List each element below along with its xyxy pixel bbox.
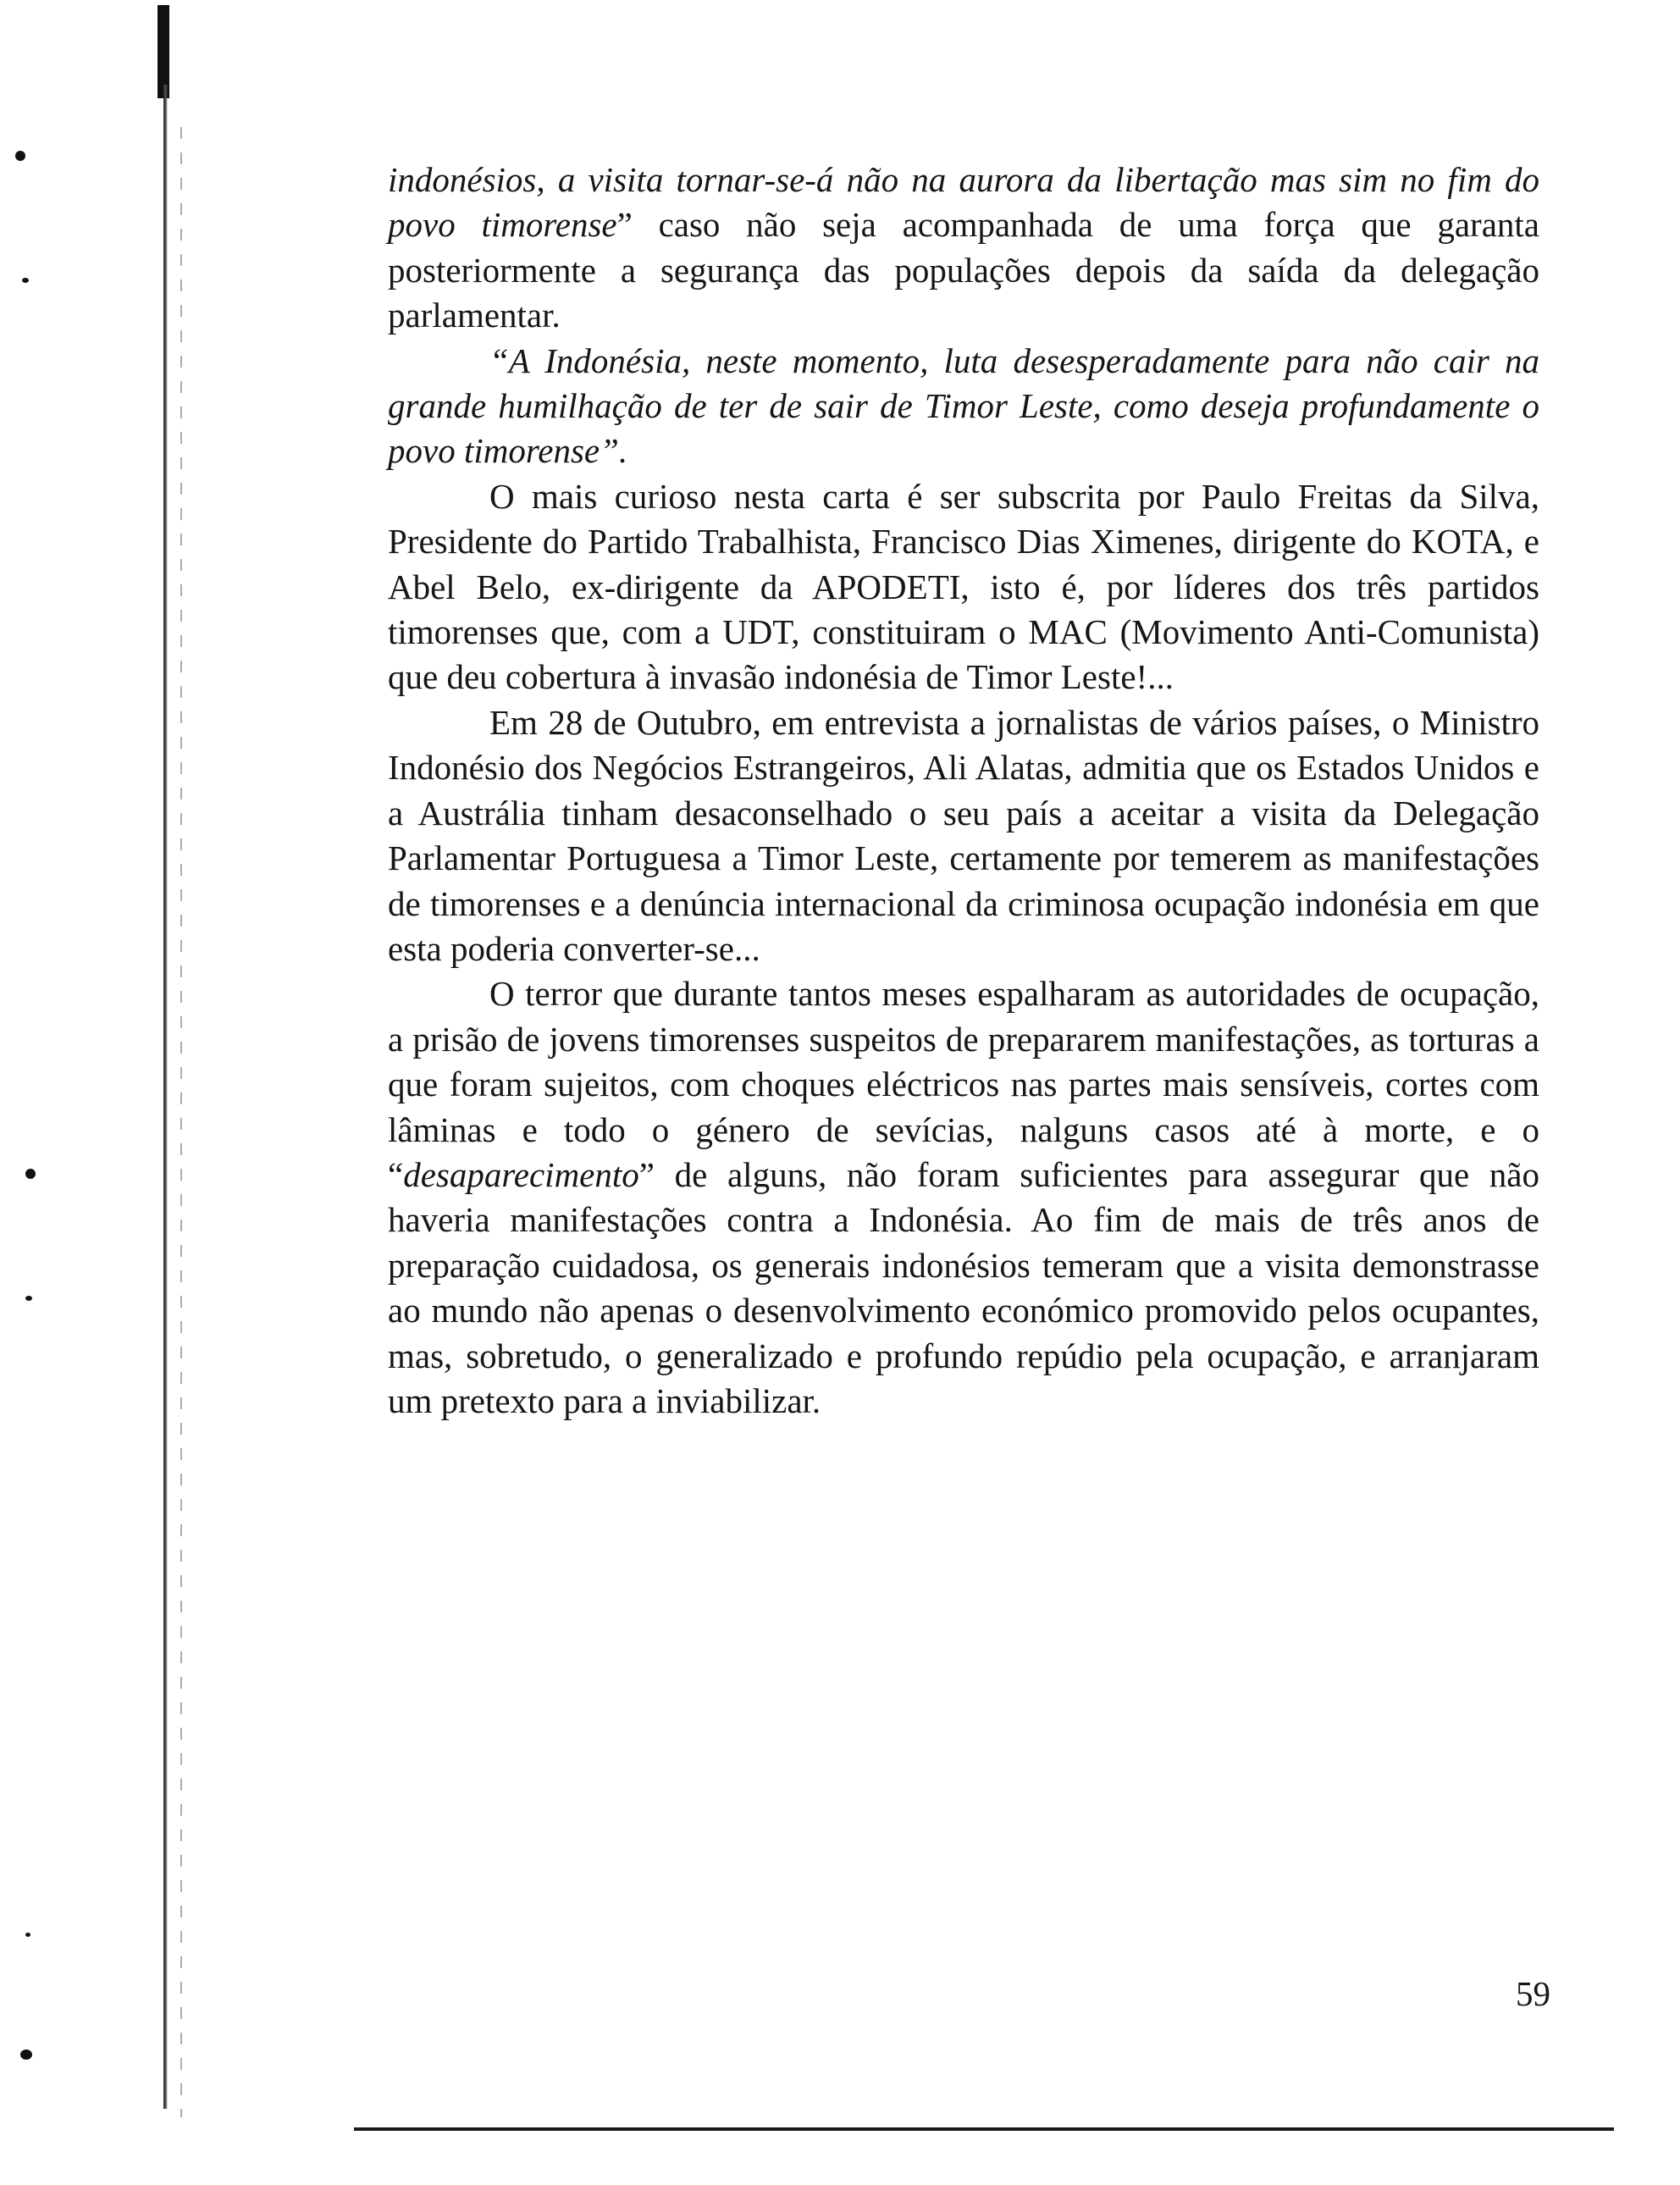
quoted-paragraph: “A Indonésia, neste momento, luta desesperadamente para não cair na grande humilhação de ter de sair de Timor Leste, como deseja profundamente o povo timorense”. (388, 340, 1539, 471)
paragraph-text: ” caso não seja acompanhada de uma força que garanta posteriormente a segurança das populações depois da saída da delegação parlamentar. (388, 205, 1539, 335)
page-number: 59 (1516, 1974, 1550, 2013)
paragraph-continuation (388, 158, 1539, 339)
scan-speck (25, 1169, 36, 1179)
paragraph: O mais curioso nesta carta é ser subscrita por Paulo Freitas da Silva, Presidente do Partido Trabalhista, Francisco Dias Ximenes, dirigente do KOTA, e Abel Belo, ex-dirigente da APODETI, isto é, por líderes dos três partidos timorenses que, com a UDT, constituiram o MAC (Movimento Anti-Comunista) que deu cobertura à invasão indonésia de Timor Leste!... (388, 476, 1539, 697)
scan-speck (22, 278, 29, 283)
bottom-rule (354, 2127, 1614, 2131)
quoted-text: indonésios, a visita tornar-se-á não na aurora da libertação mas sim no fim do povo timorense (388, 160, 1539, 245)
paragraph: Em 28 de Outubro, em entrevista a jornalistas de vários países, o Ministro Indonésio dos Negócios Estrangeiros, Ali Alatas, admitia que os Estados Unidos e a Austrália tinham desaconselhado o seu país a aceitar a visita da Delegação Parlamentar Portuguesa a Timor Leste, certamente por temerem as manifestações de timorenses e a denúncia internacional da criminosa ocupação indonésia em que esta poderia converter-se... (388, 702, 1539, 968)
paragraph (388, 971, 1539, 1424)
body-text (388, 158, 1539, 1424)
binding-edge-faint (180, 127, 182, 2117)
scan-speck (25, 1296, 32, 1301)
binding-edge (163, 85, 168, 2109)
paragraph-text: ” de alguns, não foram suficientes para assegurar que não haveria manifestações contra a Indonésia. Ao fim de mais de três anos de preparação cuidadosa, os generais indonésios temeram que a visita demonstrasse ao mundo não apenas o desenvolvimento económico promovido pelos ocupantes, mas, sobretudo, o generalizado e profundo repúdio pela ocupação, e arranjaram um pretexto para a inviabilizar. (388, 1154, 1539, 1420)
italic-term: desaparecimento (403, 1154, 639, 1194)
scan-speck (25, 1933, 30, 1937)
paragraph-text: O terror que durante tantos meses espalharam as autoridades de ocupação, a prisão de jovens timorenses suspeitos de prepararem manifestações, as torturas a que foram sujeitos, com choques eléctricos nas partes mais sensíveis, cortes com lâminas e todo o género de sevícias, nalguns casos até à morte, e o “ (388, 974, 1539, 1194)
scan-speck (20, 2049, 32, 2060)
scan-speck (15, 151, 25, 161)
